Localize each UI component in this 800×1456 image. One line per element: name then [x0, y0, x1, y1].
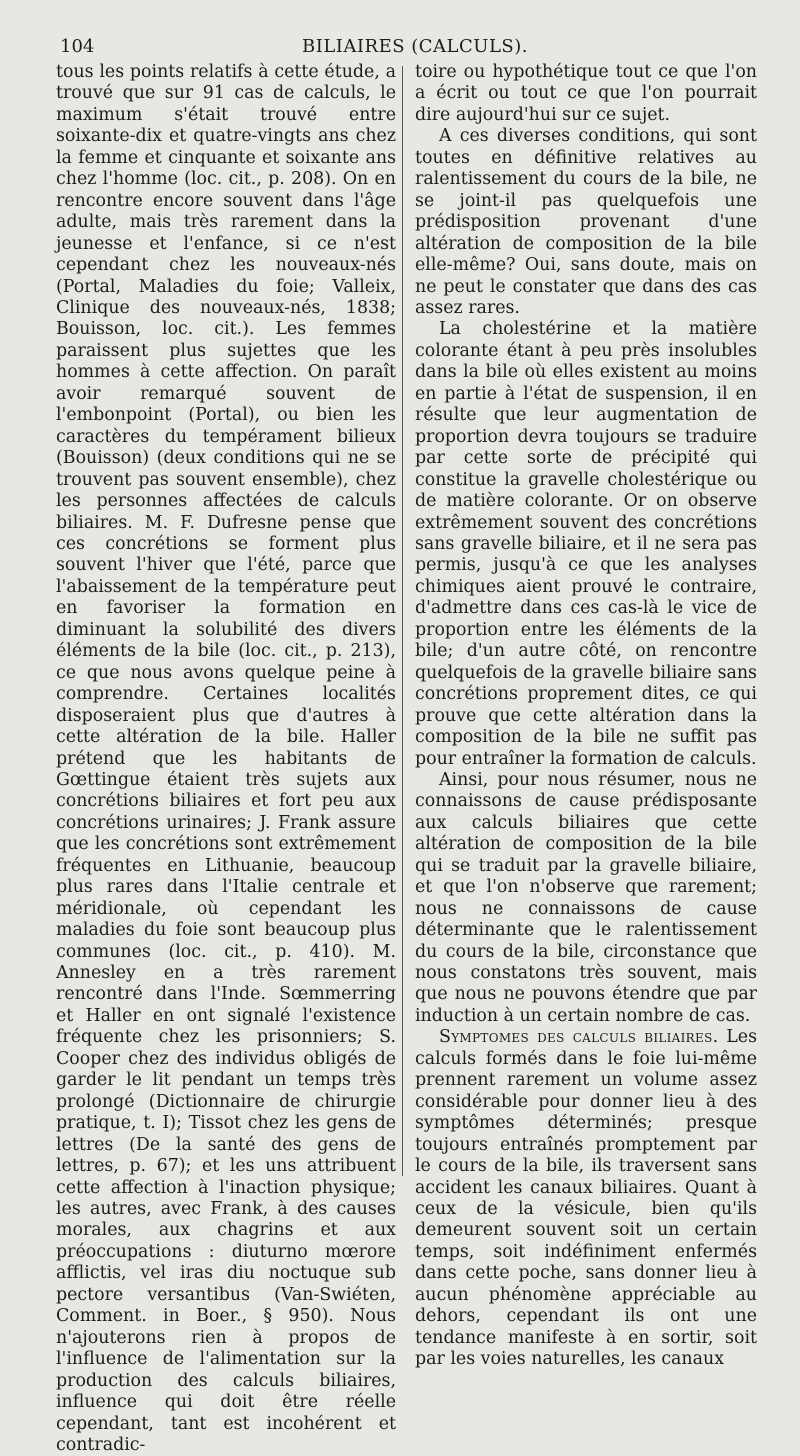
page-number: 104 — [60, 36, 95, 57]
right-column — [415, 62, 757, 1371]
right-paragraph-3: La cholestérine et la matière colorante étant à peu près insolubles dans la bile où elles existent au moins en partie à l'état de suspension, il en résulte que leur augmentation de proportion devra toujours se traduire par cette sorte de précipité qui constitue la gravelle cholestérique ou de matière colorante. Or on observe extrêmement souvent des concrétions sans gravelle biliaire, et il ne sera pas permis, jusqu'à ce que les analyses chimiques aient prouvé le contraire, d'admettre dans ces cas-là le vice de proportion entre les éléments de la bile; d'un autre côté, on rencontre quelquefois de la gravelle biliaire sans concrétions proprement dites, ce qui prouve que cette altération dans la composition de la bile ne suffit pas pour entraîner la formation de calculs. — [415, 319, 757, 769]
symptoms-heading: Symptomes des calculs biliaires. — [439, 1027, 719, 1048]
left-column — [56, 62, 396, 1456]
right-paragraph-4: Ainsi, pour nous résumer, nous ne connaissons de cause prédisposante aux calculs biliaires que cette altération de composition de la bile qui se traduit par la gravelle biliaire, et que l'on n'observe que rarement; nous ne connaissons de cause déterminante que le ralentissement du cours de la bile, circonstance que nous constatons très souvent, mais que nous ne pouvons étendre que par induction à un certain nombre de cas. — [415, 769, 757, 1026]
column-divider — [402, 66, 403, 1176]
right-paragraph-2: A ces diverses conditions, qui sont toutes en définitive relatives au ralentissement du cours de la bile, ne se joint-il pas quelquefois une prédisposition provenant d'une altération de composition de la bile elle-même? Oui, sans doute, mais on ne peut le constater que dans des cas assez rares. — [415, 126, 757, 318]
symptoms-text: Les calculs formés dans le foie lui-même prennent rarement un volume assez considérable pour donner lieu à des symptômes déterminés; presque toujours entraînés promptement par le cours de la bile, ils traversent sans accident les canaux biliaires. Quant à ceux de la vésicule, bien qu'ils demeurent souvent soit un certain temps, soit indéfiniment enfermés dans cette poche, sans donner lieu à aucun phénomène appréciable au dehors, cependant ils ont une tendance manifeste à en sortir, soit par les voies naturelles, les canaux — [415, 1027, 757, 1370]
left-paragraph-1: tous les points relatifs à cette étude, a trouvé que sur 91 cas de calculs, le maximum s'était trouvé entre soixante-dix et quatre-vingts ans chez la femme et cinquante et soixante ans chez l'homme (loc. cit., p. 208). On en rencontre encore souvent dans l'âge adulte, mais très rarement dans la jeunesse et l'enfance, si ce n'est cependant chez les nouveaux-nés (Portal, Maladies du foie; Valleix, Clinique des nouveaux-nés, 1838; Bouisson, loc. cit.). Les femmes paraissent plus sujettes que les hommes à cette affection. On paraît avoir remarqué souvent de l'embonpoint (Portal), ou bien les caractères du tempérament bilieux (Bouisson) (deux conditions qui ne se trouvent pas souvent ensemble), chez les personnes affectées de calculs biliaires. M. F. Dufresne pense que ces concrétions se forment plus souvent l'hiver que l'été, parce que l'abaissement de la température peut en favoriser la formation en diminuant la solubilité des divers éléments de la bile (loc. cit., p. 213), ce que nous avons quelque peine à comprendre. Certaines localités disposeraient plus que d'autres à cette altération de la bile. Haller prétend que les habitants de Gœttingue étaient très sujets aux concrétions biliaires et fort peu aux concrétions urinaires; J. Frank assure que les concrétions sont extrêmement fréquentes en Lithuanie, beaucoup plus rares dans l'Italie centrale et méridionale, où cependant les maladies du foie sont beaucoup plus communes (loc. cit., p. 410). M. Annesley en a très rarement rencontré dans l'Inde. Sœmmerring et Haller en ont signalé l'existence fréquente chez les prisonniers; S. Cooper chez des individus obligés de garder le lit pendant un temps très prolongé (Dictionnaire de chirurgie pratique, t. I); Tissot chez les gens de lettres (De la santé des gens de lettres, p. 67); et les uns attribuent cette affection à l'inaction physique; les autres, avec Frank, à des causes morales, aux chagrins et aux préoccupations : diuturno mœrore afflictis, vel iras diu noctuque sub pectore versantibus (Van-Swiéten, Comment. in Boer., § 950). Nous n'ajouterons rien à propos de l'influence de l'alimentation sur la production des calculs biliaires, influence qui doit être réelle cependant, tant est incohérent et contradic- — [56, 62, 396, 1455]
symptoms-paragraph — [415, 1027, 757, 1370]
right-paragraph-1: toire ou hypothétique tout ce que l'on a écrit ou tout ce que l'on pourrait dire aujourd'hui sur ce sujet. — [415, 62, 757, 125]
running-title: BILIAIRES (CALCULS). — [302, 36, 528, 57]
